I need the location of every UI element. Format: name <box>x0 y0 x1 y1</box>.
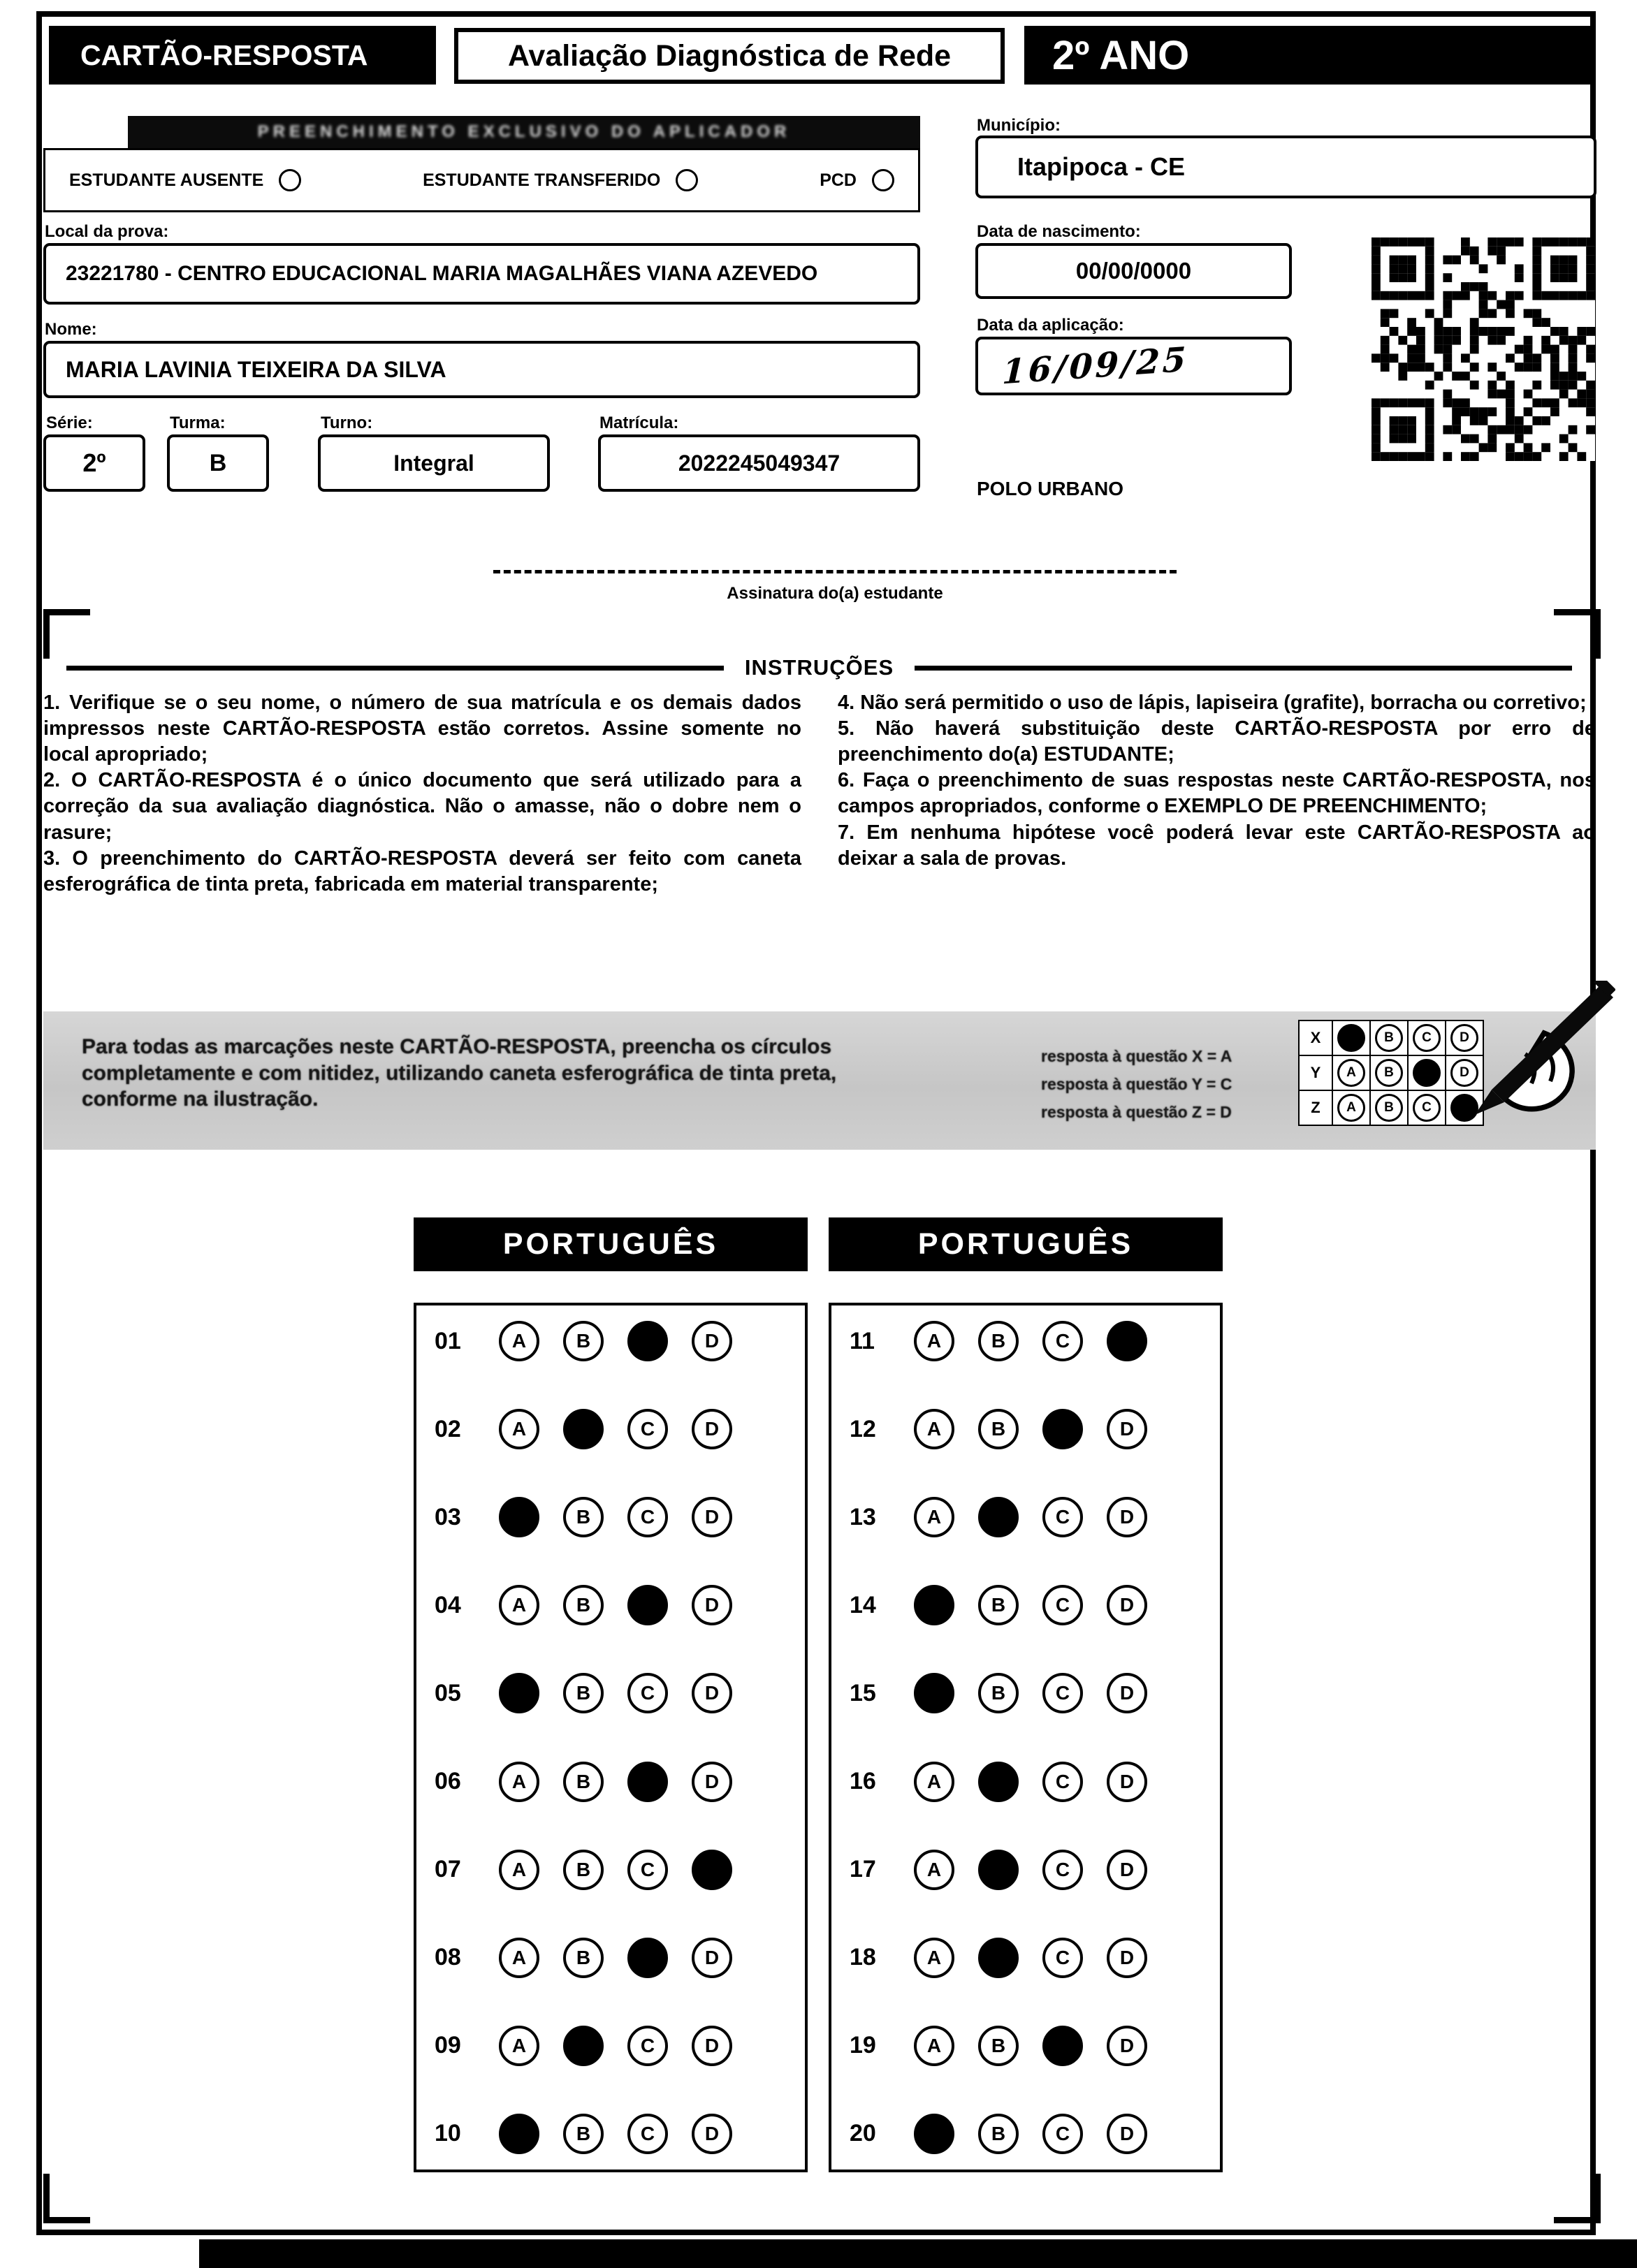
answer-bubble-b[interactable]: B <box>563 1673 604 1713</box>
answer-bubble-a[interactable]: A <box>499 1938 539 1978</box>
answer-bubble-b[interactable]: B <box>978 1321 1019 1361</box>
crop-mark-top-left <box>43 609 90 659</box>
answer-bubble-b[interactable]: B <box>563 1585 604 1625</box>
section-title: PORTUGUÊS <box>829 1217 1223 1271</box>
answer-bubble-a[interactable] <box>914 1673 954 1713</box>
answer-bubble-b[interactable] <box>563 1409 604 1449</box>
question-number: 04 <box>435 1591 461 1618</box>
answer-bubble-c[interactable]: C <box>1042 1321 1083 1361</box>
hand-with-pen-icon <box>1448 981 1615 1138</box>
answer-bubble-a[interactable]: A <box>914 1409 954 1449</box>
instruction-item: 1. Verifique se o seu nome, o número de sua matrícula e os demais dados impressos neste CARTÃO-RESPOSTA estão corretos. Assine somente no local apropriado; <box>43 692 801 766</box>
answer-bubble-d[interactable]: D <box>692 1497 732 1537</box>
answer-bubble-a[interactable]: A <box>914 1321 954 1361</box>
question-number: 01 <box>435 1327 461 1354</box>
answer-bubble-b[interactable] <box>978 1497 1019 1537</box>
answer-bubble-d[interactable]: D <box>692 1585 732 1625</box>
question-row <box>435 1321 798 1361</box>
applicator-bar-text: PREENCHIMENTO EXCLUSIVO DO APLICADOR <box>257 122 791 141</box>
section-title: PORTUGUÊS <box>414 1217 808 1271</box>
question-row <box>435 2026 798 2066</box>
answer-bubble-d[interactable]: D <box>1107 1497 1147 1537</box>
answer-bubble-d[interactable]: D <box>692 1321 732 1361</box>
question-row <box>435 1938 798 1978</box>
aplicacao-handwritten-date: 16/09/25 <box>1001 339 1190 393</box>
question-grid <box>829 1303 1223 2172</box>
answer-bubble-c[interactable] <box>627 1585 668 1625</box>
answer-bubble-c[interactable] <box>627 1762 668 1802</box>
answer-bubble-a[interactable] <box>914 1585 954 1625</box>
answer-bubble-a[interactable]: A <box>499 1585 539 1625</box>
answer-bubble-b[interactable]: B <box>978 1409 1019 1449</box>
crop-mark-bottom-left <box>43 2174 90 2223</box>
answer-bubble-d[interactable]: D <box>692 1673 732 1713</box>
aplicacao-label: Data da aplicação: <box>977 316 1124 335</box>
answer-bubble-c[interactable]: C <box>1042 1585 1083 1625</box>
example-bubble-c <box>1413 1059 1441 1087</box>
question-row <box>435 1409 798 1449</box>
question-row <box>850 1673 1213 1713</box>
municipio-field: Itapipoca - CE <box>975 136 1596 198</box>
answer-bubble-d[interactable]: D <box>692 2114 732 2154</box>
fill-example-box <box>43 1011 1596 1150</box>
aplicacao-field[interactable] <box>975 337 1292 395</box>
answer-bubble-b[interactable]: B <box>978 2026 1019 2066</box>
instructions-header <box>66 655 1572 680</box>
answer-bubble-a[interactable] <box>499 1497 539 1537</box>
answer-bubble-a[interactable]: A <box>914 1850 954 1890</box>
question-row <box>435 1762 798 1802</box>
answer-bubble-c[interactable] <box>1042 2026 1083 2066</box>
answer-bubble-b[interactable]: B <box>563 1321 604 1361</box>
answer-bubble-b[interactable] <box>978 1762 1019 1802</box>
example-bubble-b: B <box>1375 1094 1403 1122</box>
example-bubble-d: D <box>1450 1024 1478 1052</box>
question-row <box>850 1409 1213 1449</box>
grade-label: 2º ANO <box>1024 26 1596 85</box>
question-number: 20 <box>850 2120 876 2147</box>
answer-section-portugues-2 <box>829 1217 1223 2172</box>
question-number: 17 <box>850 1856 876 1883</box>
status-option-bubble[interactable] <box>676 169 698 191</box>
question-number: 12 <box>850 1415 876 1442</box>
instruction-item: 2. O CARTÃO-RESPOSTA é o único documento que será utilizado para a correção da sua avaliação diagnóstica. Não o amasse, não o dobre nem o rasure; <box>43 769 801 844</box>
answer-bubble-c[interactable]: C <box>1042 1762 1083 1802</box>
answer-bubble-c[interactable] <box>627 1321 668 1361</box>
serie-label: Série: <box>46 414 93 432</box>
answer-bubble-d[interactable]: D <box>1107 2026 1147 2066</box>
question-row <box>850 1850 1213 1890</box>
instruction-item: 5. Não haverá substituição deste CARTÃO-RESPOSTA por erro de preenchimento do(a) ESTUDANTE; <box>838 717 1596 766</box>
answer-bubble-d[interactable] <box>692 1850 732 1890</box>
question-row <box>850 1585 1213 1625</box>
answer-bubble-d[interactable]: D <box>1107 1850 1147 1890</box>
answer-bubble-a[interactable]: A <box>914 1762 954 1802</box>
question-row <box>850 1762 1213 1802</box>
status-option <box>69 169 301 191</box>
answer-bubble-d[interactable]: D <box>1107 2114 1147 2154</box>
matricula-label: Matrícula: <box>599 414 679 432</box>
turma-label: Turma: <box>170 414 226 432</box>
turma-field: B <box>167 434 269 492</box>
example-row-label: Z <box>1299 1090 1332 1125</box>
question-row <box>850 2026 1213 2066</box>
status-option-bubble[interactable] <box>279 169 301 191</box>
question-number: 09 <box>435 2032 461 2059</box>
question-row <box>850 2114 1213 2154</box>
answer-bubble-a[interactable]: A <box>914 2026 954 2066</box>
turno-field: Integral <box>318 434 550 492</box>
question-row <box>850 1938 1213 1978</box>
question-row <box>435 1585 798 1625</box>
applicator-bar <box>128 116 920 148</box>
question-number: 15 <box>850 1679 876 1706</box>
question-number: 13 <box>850 1503 876 1530</box>
answer-bubble-c[interactable]: C <box>627 1673 668 1713</box>
question-row <box>850 1497 1213 1537</box>
nome-field: MARIA LAVINIA TEIXEIRA DA SILVA <box>43 341 920 398</box>
question-number: 19 <box>850 2032 876 2059</box>
crop-mark-bottom-right <box>1554 2174 1601 2223</box>
example-row-label: Y <box>1299 1055 1332 1090</box>
answer-bubble-c[interactable]: C <box>627 1497 668 1537</box>
answer-bubble-a[interactable] <box>499 1673 539 1713</box>
answer-bubble-b[interactable] <box>563 2026 604 2066</box>
question-grid <box>414 1303 808 2172</box>
answer-bubble-c[interactable]: C <box>627 2026 668 2066</box>
question-number: 08 <box>435 1944 461 1971</box>
answer-bubble-a[interactable]: A <box>499 1321 539 1361</box>
example-legend-line: resposta à questão Z = D <box>1041 1103 1232 1121</box>
answer-section-portugues-1 <box>414 1217 808 2172</box>
exam-title: Avaliação Diagnóstica de Rede <box>454 28 1005 84</box>
example-legend-line: resposta à questão X = A <box>1041 1047 1232 1065</box>
instructions-title: INSTRUÇÕES <box>744 655 894 680</box>
answer-bubble-c[interactable]: C <box>1042 1673 1083 1713</box>
answer-bubble-c[interactable]: C <box>1042 2114 1083 2154</box>
card-title: CARTÃO-RESPOSTA <box>49 26 436 85</box>
instructions-body <box>43 690 1596 898</box>
question-row <box>435 1497 798 1537</box>
local-field: 23221780 - CENTRO EDUCACIONAL MARIA MAGALHÃES VIANA AZEVEDO <box>43 243 920 305</box>
question-row <box>850 1321 1213 1361</box>
answer-bubble-b[interactable]: B <box>563 1938 604 1978</box>
matricula-field: 2022245049347 <box>598 434 920 492</box>
instruction-item: 3. O preenchimento do CARTÃO-RESPOSTA deverá ser feito com caneta esferográfica de tinta preta, fabricada em material transparente; <box>43 847 801 895</box>
instruction-item: 6. Faça o preenchimento de suas respostas neste CARTÃO-RESPOSTA, nos campos apropriados, conforme o EXEMPLO DE PREENCHIMENTO; <box>838 769 1596 818</box>
question-row <box>435 1850 798 1890</box>
signature-label: Assinatura do(a) estudante <box>727 584 943 603</box>
answer-bubble-c[interactable]: C <box>627 2114 668 2154</box>
answer-bubble-b[interactable] <box>978 1850 1019 1890</box>
answer-bubble-b[interactable]: B <box>563 2114 604 2154</box>
example-bubble-a: A <box>1337 1059 1365 1087</box>
answer-bubble-c[interactable]: C <box>1042 1497 1083 1537</box>
fill-example-legend <box>1041 1042 1232 1126</box>
status-option-bubble[interactable] <box>872 169 894 191</box>
answer-bubble-b[interactable]: B <box>978 1585 1019 1625</box>
question-row <box>435 1673 798 1713</box>
answer-bubble-a[interactable]: A <box>499 1409 539 1449</box>
answer-bubble-b[interactable]: B <box>563 1762 604 1802</box>
question-number: 10 <box>435 2120 461 2147</box>
example-bubble-a <box>1337 1024 1365 1052</box>
serie-field: 2º <box>43 434 145 492</box>
instructions-column-right <box>838 690 1596 898</box>
answer-bubble-c[interactable]: C <box>1042 1850 1083 1890</box>
answer-bubble-a[interactable]: A <box>499 2026 539 2066</box>
example-bubble-b: B <box>1375 1024 1403 1052</box>
answer-bubble-a[interactable]: A <box>499 1762 539 1802</box>
question-number: 03 <box>435 1503 461 1530</box>
answer-bubble-c[interactable]: C <box>627 1409 668 1449</box>
answer-bubble-c[interactable] <box>1042 1409 1083 1449</box>
example-bubble-a: A <box>1337 1094 1365 1122</box>
answer-bubble-d[interactable]: D <box>1107 1938 1147 1978</box>
example-row-label: X <box>1299 1020 1332 1055</box>
answer-bubble-c[interactable]: C <box>1042 1938 1083 1978</box>
status-option <box>423 169 698 191</box>
answer-bubble-a[interactable] <box>499 2114 539 2154</box>
answer-bubble-d[interactable]: D <box>1107 1409 1147 1449</box>
question-number: 11 <box>850 1327 875 1354</box>
question-number: 14 <box>850 1591 876 1618</box>
question-number: 06 <box>435 1768 461 1795</box>
local-label: Local da prova: <box>45 222 169 241</box>
turno-label: Turno: <box>321 414 373 432</box>
question-number: 16 <box>850 1768 876 1795</box>
status-option <box>820 169 894 191</box>
status-option-label: ESTUDANTE TRANSFERIDO <box>423 170 661 190</box>
answer-bubble-b[interactable] <box>978 1938 1019 1978</box>
question-number: 07 <box>435 1856 461 1883</box>
answer-bubble-c[interactable] <box>627 1938 668 1978</box>
answer-bubble-d[interactable]: D <box>692 1938 732 1978</box>
answer-bubble-d[interactable]: D <box>692 1409 732 1449</box>
answer-bubble-b[interactable]: B <box>563 1497 604 1537</box>
nome-label: Nome: <box>45 320 97 339</box>
instructions-column-left <box>43 690 801 898</box>
answer-bubble-a[interactable]: A <box>499 1850 539 1890</box>
answer-bubble-d[interactable]: D <box>1107 1762 1147 1802</box>
answer-bubble-b[interactable]: B <box>978 1673 1019 1713</box>
fill-example-text: Para todas as marcações neste CARTÃO-RESPOSTA, preencha os círculos completamente e com nitidez, utilizando caneta esferográfica de tinta preta, conforme na ilustração. <box>82 1035 837 1111</box>
status-option-label: ESTUDANTE AUSENTE <box>69 170 264 190</box>
answer-bubble-b[interactable]: B <box>563 1850 604 1890</box>
answer-bubble-a[interactable] <box>914 2114 954 2154</box>
example-bubble-c: C <box>1413 1024 1441 1052</box>
instruction-item: 4. Não será permitido o uso de lápis, lapiseira (grafite), borracha ou corretivo; <box>838 692 1587 714</box>
signature-line[interactable] <box>493 570 1177 573</box>
nascimento-field: 00/00/0000 <box>975 243 1292 299</box>
example-bubble-c: C <box>1413 1094 1441 1122</box>
instructions-rule-right <box>915 666 1572 671</box>
answer-bubble-a[interactable]: A <box>914 1497 954 1537</box>
example-bubble-d: D <box>1450 1059 1478 1087</box>
answer-bubble-d[interactable] <box>1107 1321 1147 1361</box>
qr-code <box>1372 237 1595 461</box>
answer-bubble-d[interactable]: D <box>692 2026 732 2066</box>
question-number: 02 <box>435 1415 461 1442</box>
nascimento-label: Data de nascimento: <box>977 222 1141 241</box>
status-options-box <box>43 148 920 212</box>
answer-bubble-d[interactable]: D <box>692 1762 732 1802</box>
question-row <box>435 2114 798 2154</box>
answer-bubble-d[interactable]: D <box>1107 1673 1147 1713</box>
answer-bubble-d[interactable]: D <box>1107 1585 1147 1625</box>
answer-bubble-a[interactable]: A <box>914 1938 954 1978</box>
bottom-scan-strip <box>199 2239 1637 2268</box>
question-number: 18 <box>850 1944 876 1971</box>
crop-mark-top-right <box>1554 609 1601 659</box>
question-number: 05 <box>435 1679 461 1706</box>
municipio-label: Município: <box>977 116 1061 135</box>
polo-label: POLO URBANO <box>977 478 1123 499</box>
instructions-rule-left <box>66 666 724 671</box>
status-option-label: PCD <box>820 170 857 190</box>
example-legend-line: resposta à questão Y = C <box>1041 1075 1232 1093</box>
answer-bubble-b[interactable]: B <box>978 2114 1019 2154</box>
example-bubble-b: B <box>1375 1059 1403 1087</box>
instruction-item: 7. Em nenhuma hipótese você poderá levar este CARTÃO-RESPOSTA ao deixar a sala de provas. <box>838 821 1596 870</box>
answer-bubble-c[interactable]: C <box>627 1850 668 1890</box>
